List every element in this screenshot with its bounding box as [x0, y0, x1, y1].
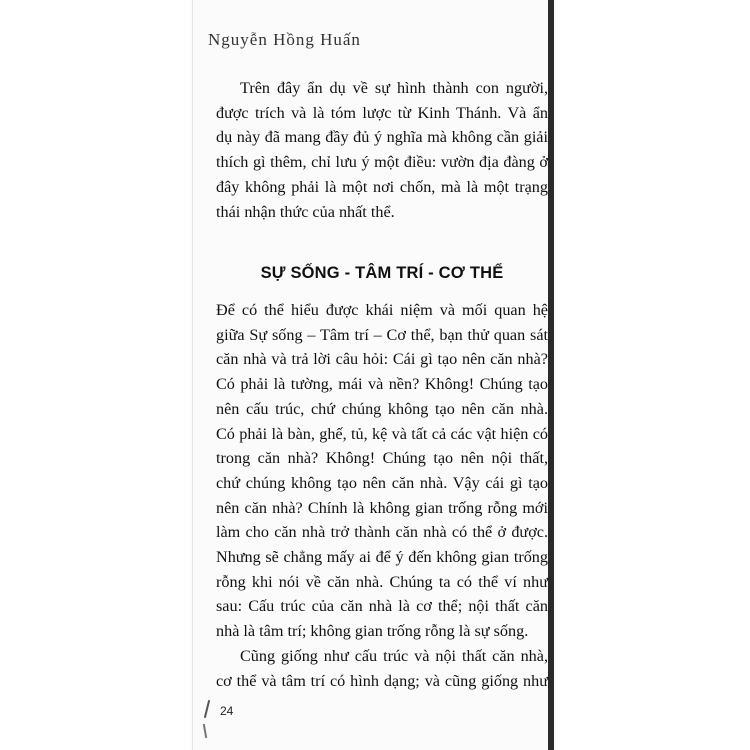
running-header-author: Nguyễn Hồng Huấn: [208, 30, 361, 49]
page-number: 24: [220, 704, 234, 718]
paragraph-1-line: Trên đây ẩn dụ về sự hình thành con người,: [240, 79, 548, 97]
paragraph-2-line: Nhưng sẽ chẳng mấy ai để ý đến không gian trống: [216, 548, 548, 567]
paragraph-2-line: trong căn nhà? Không! Chúng tạo nên nội thất,: [216, 449, 548, 468]
paragraph-2-line: Có phải là tường, mái và nền? Không! Chúng tạo: [216, 375, 548, 394]
paragraph-2-line: làm cho căn nhà trở thành căn nhà có thể ở được.: [216, 523, 548, 542]
paragraph-2-line: Có phải là bàn, ghế, tủ, kệ và tất cả các vật hiện có: [216, 424, 548, 443]
paragraph-1-line: đây không phải là một nơi chốn, mà là một trạng: [216, 177, 548, 196]
paragraph-1: [216, 76, 548, 224]
paragraph-2-line: nhà là tâm trí; không gian trống rỗng là sự sống.: [216, 622, 529, 641]
paragraph-2-line: chứ chúng không tạo nên căn nhà. Vậy cái gì tạo: [216, 473, 548, 492]
paragraph-2-line: nên căn nhà? Chính là không gian trống rỗng mới: [216, 498, 548, 517]
paragraph-2: [216, 298, 548, 644]
paragraph-2-line: căn nhà và trả lời câu hỏi: Cái gì tạo nên căn nhà?: [216, 350, 548, 369]
paragraph-2-line: nên cấu trúc, chứ chúng không tạo nên căn nhà.: [216, 399, 548, 418]
paragraph-2-line: sau: Cấu trúc của căn nhà là cơ thể; nội thất căn: [216, 597, 548, 616]
paragraph-1-line: thích gì thêm, chỉ lưu ý một điều: vườn địa đàng ở: [216, 153, 548, 172]
paragraph-2-line: giữa Sự sống – Tâm trí – Cơ thể, bạn thử quan sát: [216, 325, 548, 344]
paragraph-2-line: rỗng khi nói về căn nhà. Chúng ta có thể ví như: [216, 572, 548, 591]
paragraph-2-line: Để có thể hiểu được khái niệm và mối quan hệ: [216, 301, 548, 319]
paragraph-1-line: dụ này đã mang đầy đủ ý nghĩa mà không cần giải: [216, 128, 548, 147]
paragraph-3-line: Cũng giống như cấu trúc và nội thất căn nhà,: [240, 647, 548, 665]
book-spine-shadow: [548, 0, 554, 750]
section-heading: SỰ SỐNG - TÂM TRÍ - CƠ THỂ: [260, 264, 504, 282]
paragraph-3-line: cơ thể và tâm trí có hình dạng; và cũng giống như: [216, 671, 548, 690]
paragraph-1-line: thái nhận thức của nhất thể.: [216, 202, 395, 221]
paragraph-1-line: được trích và là tóm lược từ Kinh Thánh. Và ẩn: [216, 103, 548, 122]
page-edge: [192, 0, 193, 750]
paragraph-3: [216, 644, 548, 693]
